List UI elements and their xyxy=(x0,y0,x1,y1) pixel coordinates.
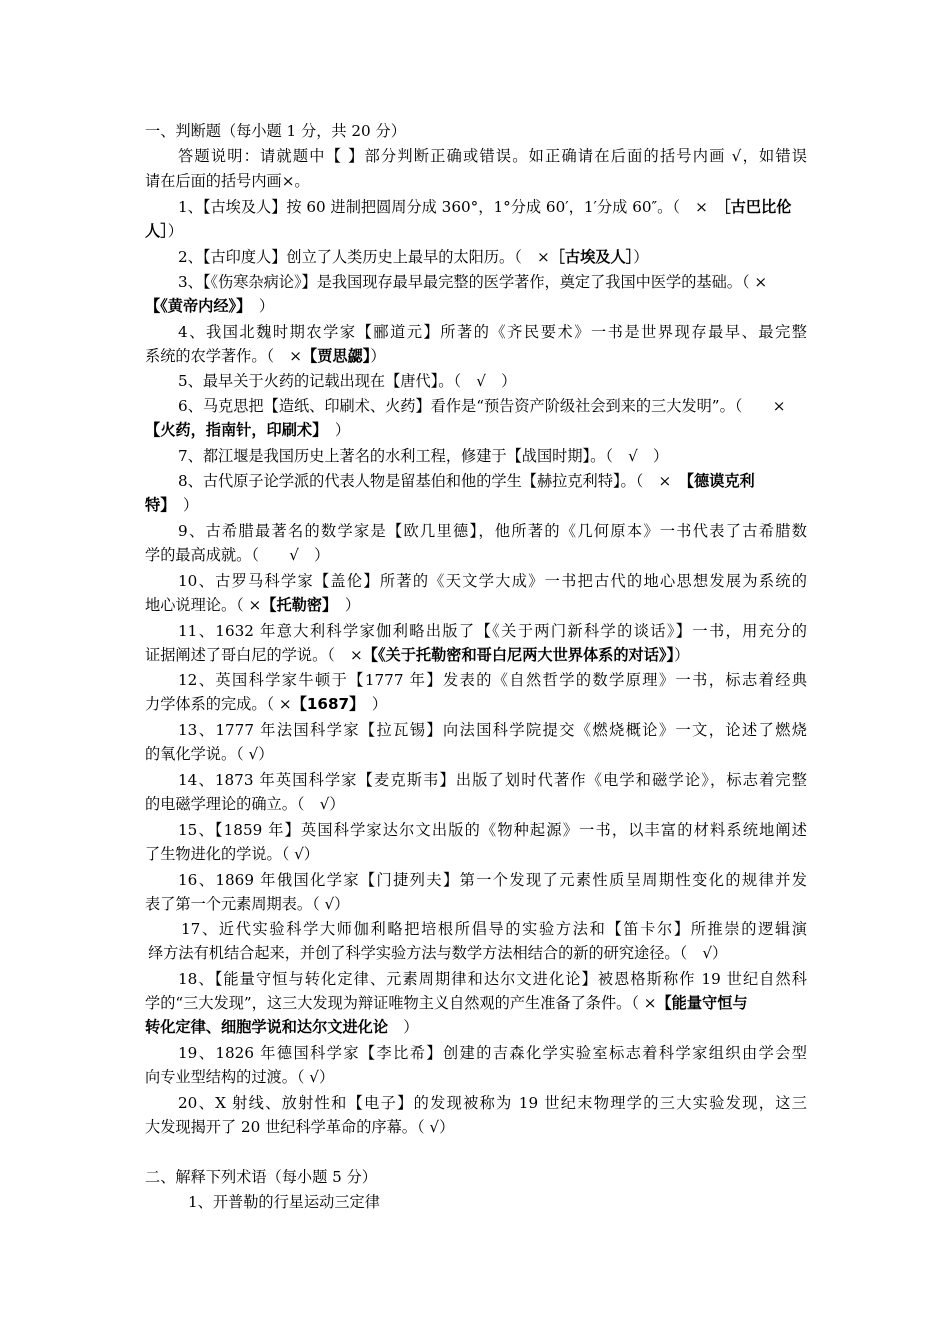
question-6-cont xyxy=(145,419,350,440)
question-10-answer: 【托勒密】 xyxy=(261,596,330,614)
question-17: 17、近代实验科学大师伽利略把培根所倡导的实验方法和【笛卡尔】所推崇的逻辑演 xyxy=(181,920,807,938)
question-8-answer-cont: 特】 xyxy=(145,496,168,514)
question-4: 4、我国北魏时期农学家【郦道元】所著的《齐民要术》一书是世界现存最早、最完整 xyxy=(178,323,807,341)
question-15-cont: 了生物进化的学说。（ √） xyxy=(145,845,319,863)
question-12: 12、英国科学家牛顿于【1777 年】发表的《自然哲学的数学原理》一书，标志着经典 xyxy=(178,671,807,689)
question-14-cont: 的电磁学理论的确立。（ √） xyxy=(145,795,345,813)
question-8-cont xyxy=(145,494,198,515)
question-8-close: ） xyxy=(167,496,199,514)
question-17-cont: 绎方法有机结合起来，并创了科学实验方法与数学方法相结合的新的研究途径。（ √） xyxy=(148,944,728,962)
question-18-text: 学的“三大发现”，这三大发现为辩证唯物主义自然观的产生准备了条件。（ × xyxy=(145,994,657,1012)
section2-item-1: 1、开普勒的行星运动三定律 xyxy=(188,1193,380,1211)
question-1-cont xyxy=(145,220,183,241)
question-1-answer: ［古巴比伦 xyxy=(723,198,792,216)
question-16-cont: 表了第一个元素周期表。（ √） xyxy=(145,895,350,913)
question-4-text: 系统的农学著作。（ × xyxy=(145,347,303,365)
question-3-answer: 【《黄帝内经》】 xyxy=(145,297,244,315)
question-13: 13、1777 年法国科学家【拉瓦锡】向法国科学院提交《燃烧概论》一文，论述了燃烧 xyxy=(178,721,807,739)
question-3-close: ） xyxy=(243,297,275,315)
question-1-answer-cont: 人］ xyxy=(145,222,168,240)
question-11: 11、1632 年意大利科学家伽利略出版了【《关于两门新科学的谈话》】一书，用充分的 xyxy=(178,622,807,640)
question-9: 9、古希腊最著名的数学家是【欧几里德】，他所著的《几何原本》一书代表了古希腊数 xyxy=(178,522,807,540)
question-18-cont xyxy=(145,992,748,1013)
question-7: 7、都江堰是我国历史上著名的水利工程，修建于【战国时期】。（ √ ） xyxy=(178,447,669,465)
question-18-close: ） xyxy=(388,1018,419,1036)
question-8-answer: 【德谟克利 xyxy=(686,472,755,490)
question-12-close: ） xyxy=(356,695,388,713)
section1-title: 一、判断题（每小题 1 分，共 20 分） xyxy=(145,122,406,140)
question-6: 6、马克思把【造纸、印刷术、火药】看作是“预告资产阶级社会到来的三大发明”。（ × xyxy=(178,397,786,415)
question-16: 16、1869 年俄国化学家【门捷列夫】第一个发现了元素性质呈周期性变化的规律并发 xyxy=(178,871,807,889)
question-3-cont xyxy=(145,295,274,316)
question-12-answer: 【1687】 xyxy=(291,695,357,713)
question-11-text: 证据阐述了哥白尼的学说。（ × xyxy=(145,646,363,664)
question-2-answer: ［古埃及人］ xyxy=(549,248,634,266)
question-3 xyxy=(178,271,767,292)
question-3-text: 3、【《伤寒杂病论》】是我国现存最早最完整的医学著作，奠定了我国中医学的基础。（ × xyxy=(178,273,768,291)
question-10: 10、古罗马科学家【盖伦】所著的《天文学大成》一书把古代的地心思想发展为系统的 xyxy=(178,572,807,590)
question-2 xyxy=(178,246,648,267)
question-10-cont xyxy=(145,594,360,615)
question-6-answer: 【火药，指南针，印刷术】 xyxy=(145,421,320,439)
question-9-cont: 学的最高成就。（ √ ） xyxy=(145,546,330,564)
question-4-cont xyxy=(145,345,386,366)
question-2-text: 2、【古印度人】创立了人类历史上最早的太阳历。（ × xyxy=(178,248,550,266)
question-18: 18、【能量守恒与转化定律、元素周期律和达尔文进化论】被恩格斯称作 19 世纪自然科 xyxy=(178,970,807,988)
question-2-close: ） xyxy=(633,248,649,266)
question-8-text: 8、古代原子论学派的代表人物是留基伯和他的学生【赫拉克利特】。（ × xyxy=(178,472,672,490)
question-18-answer-cont: 转化定律、细胞学说和达尔文进化论 xyxy=(145,1018,388,1036)
question-4-answer: 【贾思勰】 xyxy=(302,347,371,365)
question-10-text: 地心说理论。（ × xyxy=(145,596,262,614)
question-12-cont xyxy=(145,693,387,714)
section2-title: 二、解释下列术语（每小题 5 分） xyxy=(145,1168,377,1186)
question-12-text: 力学体系的完成。（ × xyxy=(145,695,292,713)
question-5: 5、最早关于火药的记载出现在【唐代】。（ √ ） xyxy=(178,372,517,390)
question-1 xyxy=(178,196,791,217)
question-1-close: ） xyxy=(167,222,183,240)
question-11-cont xyxy=(145,644,689,665)
instructions-line1: 答题说明：请就题中【 】部分判断正确或错误。如正确请在后面的括号内画 √，如错误 xyxy=(178,147,807,165)
question-13-cont: 的氧化学说。（ √） xyxy=(145,745,274,763)
question-6-close: ） xyxy=(319,421,351,439)
question-19-cont: 向专业型结构的过渡。（ √） xyxy=(145,1068,335,1086)
question-4-close: ） xyxy=(370,347,386,365)
question-1-text: 1、【古埃及人】按 60 进制把圆周分成 360°，1°分成 60′，1′分成 60″。（ × xyxy=(178,198,724,216)
question-11-answer: 【《关于托勒密和哥白尼两大世界体系的对话》】 xyxy=(362,646,675,664)
question-18-answer: 【能量守恒与 xyxy=(656,994,748,1012)
instructions-line2: 请在后面的括号内画×。 xyxy=(145,172,310,190)
question-19: 19、1826 年德国科学家【李比希】创建的吉森化学实验室标志着科学家组织由学会型 xyxy=(178,1044,807,1062)
question-10-close: ） xyxy=(329,596,360,614)
question-20-cont: 大发现揭开了 20 世纪科学革命的序幕。（ √） xyxy=(145,1118,455,1136)
question-14: 14、1873 年英国科学家【麦克斯韦】出版了划时代著作《电学和磁学论》，标志着完整 xyxy=(178,771,807,789)
question-15: 15、【1859 年】英国科学家达尔文出版的《物种起源》一书，以丰富的材料系统地阐述 xyxy=(178,821,807,839)
question-20: 20、X 射线、放射性和【电子】的发现被称为 19 世纪末物理学的三大实验发现，这三 xyxy=(178,1094,807,1112)
question-11-close: ） xyxy=(674,646,690,664)
question-8 xyxy=(178,470,755,491)
question-18-cont2 xyxy=(145,1016,418,1037)
